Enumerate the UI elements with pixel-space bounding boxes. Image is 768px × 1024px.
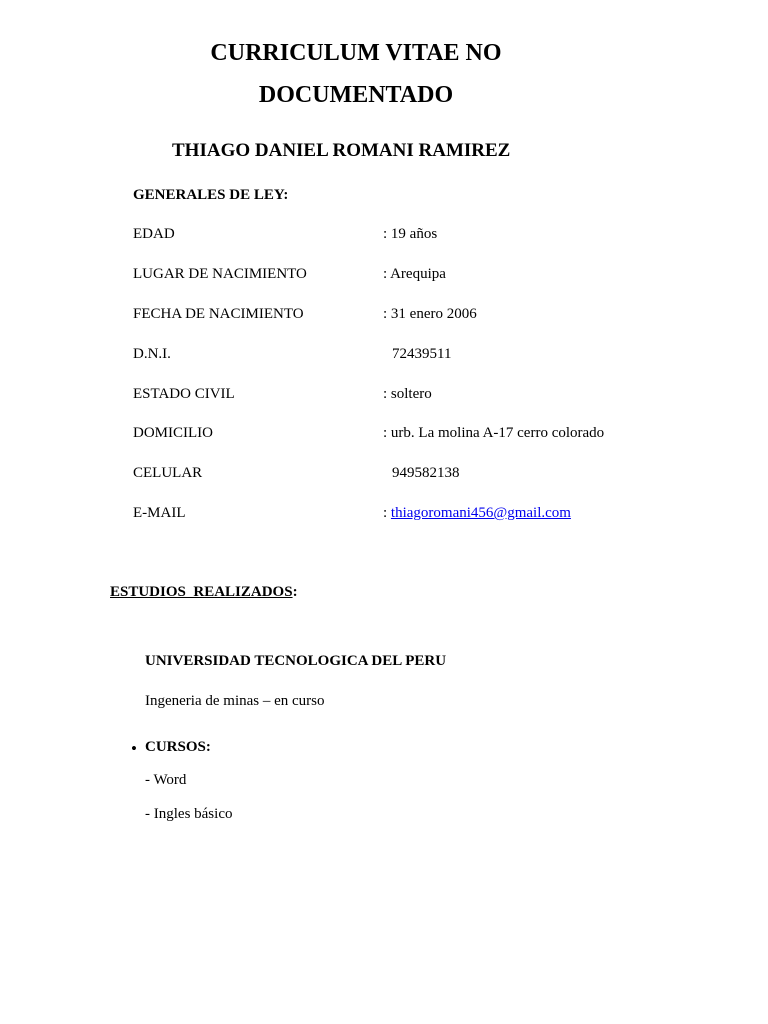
title-line-1: CURRICULUM VITAE NO bbox=[210, 40, 502, 66]
email-colon: : bbox=[383, 505, 388, 521]
field-label-email: E-MAIL bbox=[133, 505, 186, 521]
field-value-domicilio: : urb. La molina A-17 cerro colorado bbox=[383, 425, 605, 441]
field-label-domicilio: DOMICILIO bbox=[133, 425, 213, 441]
field-label-fecha: FECHA DE NACIMIENTO bbox=[133, 306, 304, 322]
candidate-name: THIAGO DANIEL ROMANI RAMIREZ bbox=[172, 140, 511, 161]
career-text: Ingeneria de minas – en curso bbox=[145, 693, 325, 709]
field-value-lugar: : Arequipa bbox=[383, 266, 446, 282]
field-label-lugar: LUGAR DE NACIMIENTO bbox=[133, 266, 307, 282]
field-value-dni: 72439511 bbox=[392, 346, 452, 362]
estudios-heading-text: ESTUDIOS REALIZADOS bbox=[110, 584, 293, 600]
field-value-email bbox=[383, 505, 571, 522]
field-label-edad: EDAD bbox=[133, 226, 175, 242]
bullet-icon: • bbox=[131, 739, 137, 758]
email-link[interactable]: thiagoromani456@gmail.com bbox=[390, 505, 571, 521]
course-item: - Word bbox=[145, 772, 187, 788]
field-label-celular: CELULAR bbox=[133, 465, 203, 481]
estudios-heading bbox=[110, 584, 298, 601]
university-name: UNIVERSIDAD TECNOLOGICA DEL PERU bbox=[145, 653, 447, 669]
field-label-dni: D.N.I. bbox=[133, 346, 171, 362]
field-value-celular: 949582138 bbox=[392, 465, 460, 481]
estudios-heading-colon: : bbox=[292, 584, 298, 600]
generales-heading: GENERALES DE LEY: bbox=[133, 187, 289, 203]
field-value-estado-civil: : soltero bbox=[383, 386, 432, 402]
field-value-edad: : 19 años bbox=[383, 226, 438, 242]
title-line-2: DOCUMENTADO bbox=[258, 82, 454, 108]
cursos-heading: CURSOS: bbox=[145, 739, 211, 755]
field-value-fecha: : 31 enero 2006 bbox=[383, 306, 477, 322]
course-item: - Ingles básico bbox=[145, 806, 233, 822]
field-label-estado-civil: ESTADO CIVIL bbox=[133, 386, 235, 402]
